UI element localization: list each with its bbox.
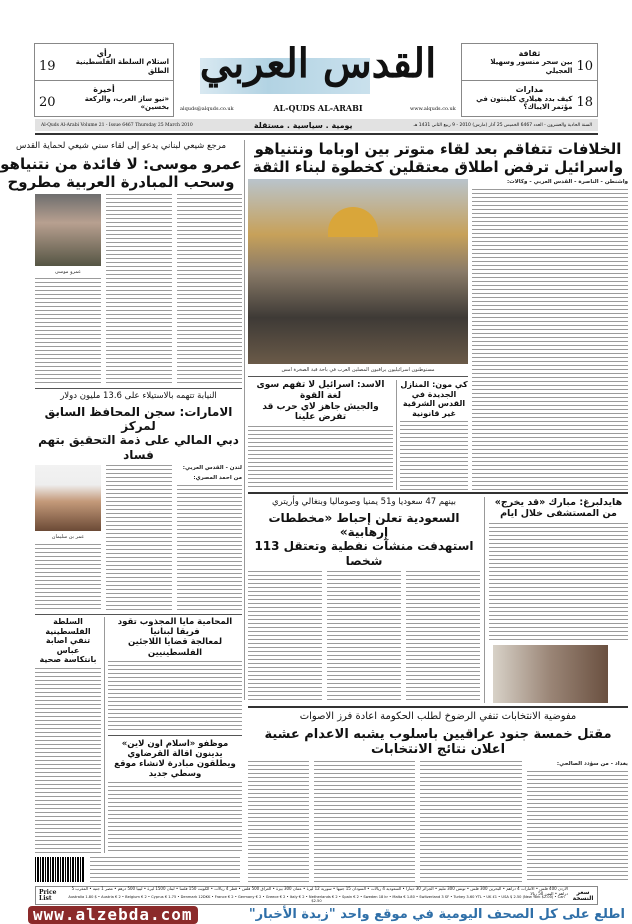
- kimoon-story[interactable]: [400, 380, 468, 418]
- column-divider: [244, 140, 245, 700]
- divider: [35, 388, 242, 389]
- abbas-headline-line1: السلطة الفلسطينية: [45, 617, 91, 636]
- assad-headline-line2: والجيش جاهز لاي حرب قد تفرض علينا: [262, 401, 379, 423]
- price-arab-countries: الاردن 400 فلس • الامارات 4 دراهم • البحرين 300 فلس • تونس 300 مليم • الجزائر 30 دينارا • السعودية 4 ريالات • السودان 15 جنيها • سورية 12 ليرة • عمان 300 بيزة • العراق 500 فلس • قطر 4 ريالات • الكويت 150 فلسا • لبنان 1500 ليرة • ليبيا 500 درهم • مصر 1 جنيه • المغرب 5 دراهم • اليمن 50 ريالا: [71, 886, 568, 896]
- kimoon-headline-line2: القدس الشرقية غير قانونية: [402, 399, 466, 418]
- barcode: [35, 857, 85, 882]
- saudi-story[interactable]: [248, 511, 480, 569]
- uae-byline: لندن - القدس العربي:: [182, 465, 242, 472]
- dome-of-the-rock: [328, 207, 378, 237]
- abbas-body: [35, 668, 101, 853]
- iraq-area: [248, 711, 628, 883]
- price-label-english: Price List: [39, 888, 57, 902]
- moussa-headline-line2: وسحب المبادرة العربية مطروح: [7, 172, 235, 191]
- uae-byline-author: من احمد المصري:: [193, 475, 242, 482]
- lead-byline: واشنطن - الناصرة - القدس العربي - وكالات:: [506, 179, 628, 185]
- price-label-arabic: سعر النسخة: [572, 888, 594, 902]
- islamonline-body: [108, 782, 242, 853]
- lead-body-text: [472, 189, 628, 490]
- abbas-story[interactable]: [35, 617, 101, 665]
- section-label: رأي: [96, 48, 112, 58]
- iraq-body-col1: [527, 771, 628, 883]
- teaser-title: «نيو ساز العرب، والركعة بخسين»: [84, 94, 169, 112]
- uae-body-col2: [106, 465, 172, 612]
- moussa-photo: [35, 194, 101, 266]
- lead-story[interactable]: [248, 140, 628, 176]
- lower-left-area: [35, 617, 242, 853]
- moussa-story[interactable]: [0, 155, 242, 191]
- kimoon-headline-line1: كي مون: المنازل الجديدة في: [400, 380, 468, 399]
- divider: [35, 133, 598, 135]
- moussa-area: [0, 141, 242, 386]
- islamonline-headline-line1: موظفو «اسلام اون لاين» يدينون اقالة القرضاوي: [121, 738, 229, 759]
- divider: [248, 376, 468, 377]
- column-divider: [396, 380, 397, 490]
- page-number: 18: [576, 95, 593, 111]
- mubarak-photo: [493, 645, 608, 703]
- saudi-headline-line2: استهدفت منشآت نفطية وتعتقل 113 شخصا: [254, 539, 474, 568]
- misc-body: [90, 857, 240, 882]
- column-divider: [484, 497, 485, 703]
- iraq-body-col2: [420, 761, 521, 883]
- logo-english: AL-QUDS AL-ARABI: [273, 103, 363, 113]
- iraq-body-col4: [248, 761, 309, 883]
- islamonline-story[interactable]: [108, 739, 242, 780]
- uae-headline-line1: الامارات: سجن المحافظ السابق لمركز: [44, 404, 233, 434]
- moussa-body-col3: [35, 278, 101, 386]
- lawyer-headline-line1: المحامية مايا المجذوب تقود فريقا لبنانيا: [117, 617, 233, 638]
- lead-photo: [248, 179, 468, 364]
- website[interactable]: www.alquds.co.uk: [410, 106, 456, 112]
- uae-area: [35, 391, 242, 612]
- lead-headline-line1: الخلافات تتفاقم بعد لقاء متوتر بين اوباما ونتنياهو: [254, 140, 622, 158]
- mubarak-body: [489, 523, 628, 642]
- teaser-madarat[interactable]: [462, 81, 597, 117]
- saudi-kicker: بينهم 47 سعوديا و51 يمنيا وصوماليا وبنغالي وأريتري: [272, 497, 456, 507]
- moussa-kicker: مرجع شيعي لبناني يدعو إلى لقاء سني شيعي لحماية القدس: [15, 141, 226, 151]
- iraq-headline[interactable]: مقتل خمسة جنود عراقيين باسلوب يشبه الاعدام عشية اعلان نتائج الانتخابات: [264, 726, 612, 758]
- uae-body-col3: [35, 544, 101, 612]
- assad-story[interactable]: [248, 380, 393, 423]
- uae-kicker: النيابة تتهمه بالاستيلاء على 13.6 مليون دولار: [60, 391, 217, 401]
- moussa-headline-line1: عمرو موسى: لا فائدة من نتنياهو: [0, 154, 242, 173]
- section-label: ثقافة: [518, 48, 541, 58]
- teaser-opinion[interactable]: [35, 44, 173, 81]
- saudi-headline-line1: السعودية تعلن إحباط «مخططات إرهابية»: [268, 510, 460, 540]
- lawyer-story[interactable]: [108, 617, 242, 658]
- uae-headline-line2: دبي المالي على ذمة التحقيق بتهم فساد: [38, 433, 239, 462]
- lead-area: [248, 140, 628, 490]
- abbas-headline-line2: تنفي اصابة عباس: [45, 636, 91, 655]
- bin-sulayem-photo: [35, 465, 101, 531]
- left-teaser-box: [34, 43, 174, 117]
- lead-headline-line2: واسرائيل ترفض اطلاق معتقلين كخطوة لبناء الثقة: [252, 158, 624, 176]
- moussa-body-col1: [177, 194, 243, 386]
- divider: [108, 735, 242, 736]
- dateline-arabic: السنة الحادية والعشرون - العدد 6467 الخميس 25 آذار (مارس) 2010 - 9 ربيع الثاني 1431 هـ: [413, 122, 592, 128]
- price-international: Australia 1.80 $ • Austria € 2 • Belgium € 2 • Cyprus € 1.75 • Denmark 12DKK • France € 2 • Germany € 2 • Greece € 2 • Italy € 2 • Netherlands € 2 • Spain € 2 • Sweden 18 kr • Malta € 1.80 • Switzerland 3 SF • Turkey 3.60 YTL • UK £1 • USA $ 2.50 (New York $2.00) • Can $2.50: [68, 894, 565, 903]
- lead-photo-caption: مستوطنون اسرائيليون يراقبون المصلين العرب في باحة قبة الصخرة امس: [281, 366, 435, 373]
- uae-photo-caption: عمر بن سليمان: [51, 534, 85, 541]
- teaser-culture[interactable]: [462, 44, 597, 81]
- moussa-photo-caption: عمرو موسى: [54, 268, 82, 275]
- islamonline-headline-line2: ويطلقون مبادرة لانشاء موقع وسطي جديد: [114, 758, 236, 780]
- teaser-last-page[interactable]: [35, 81, 173, 117]
- abbas-headline-line3: بانتكاسة صحية: [39, 655, 97, 665]
- uae-body-col1: [177, 485, 243, 612]
- teaser-title: استلام السلطة الفلسطينية الطلق: [75, 58, 169, 75]
- dateline-strip: [35, 119, 598, 131]
- saudi-body-col3: [248, 571, 322, 703]
- dateline-english: Al-Quds Al-Arabi Volume 21 - Issue 6467 Thursday 25 March 2010: [41, 122, 193, 128]
- teaser-title: كيف بدد هيلاري كلينتون في مؤتمر الايباك؟: [476, 94, 573, 112]
- logo: القدس العربي: [199, 40, 437, 87]
- assad-body: [248, 426, 393, 490]
- divider: [248, 492, 628, 494]
- alzebda-url[interactable]: www.alzebda.com: [28, 906, 198, 924]
- section-label: أخيرة: [93, 85, 115, 95]
- page-number: 10: [576, 58, 593, 74]
- price-list: [35, 886, 598, 905]
- lawyer-headline-line2: لمعالجة قضايا اللاجئين الفلسطينيين: [127, 637, 223, 658]
- teaser-title: بين سحر منسور وسهيلا العجيلي: [490, 58, 573, 75]
- saudi-body-col2: [327, 571, 401, 703]
- saudi-body-col1: [406, 571, 480, 703]
- page-number: 20: [39, 95, 56, 111]
- kimoon-body: [400, 421, 468, 490]
- iraq-kicker: مفوضية الانتخابات تنفي الرضوخ لطلب الحكومة اعادة فرز الاصوات: [299, 711, 577, 722]
- mubarak-headline-line1: هايدلبرغ: مبارك «قد يخرج»: [494, 497, 623, 508]
- column-divider: [104, 617, 105, 853]
- right-teaser-box: [461, 43, 598, 117]
- uae-story[interactable]: [35, 405, 242, 463]
- mubarak-headline-line2: من المستشفى خلال ايام: [500, 508, 617, 520]
- alzebda-tagline: اطلع على كل الصحف اليومية في موقع واحد "زبدة الأخبار": [248, 907, 625, 922]
- mubarak-story[interactable]: [489, 497, 628, 520]
- page-number: 19: [39, 58, 56, 74]
- iraq-body-col3: [314, 761, 415, 883]
- divider: [248, 706, 628, 708]
- middle-area: [248, 497, 628, 703]
- divider: [35, 614, 242, 615]
- assad-headline-line1: الاسد: اسرائيل لا تفهم سوى لغة القوة: [256, 380, 385, 401]
- email[interactable]: alquds@alquds.co.uk: [180, 106, 234, 112]
- iraq-byline: بغداد - من سؤدد الصالحي:: [556, 760, 628, 767]
- section-label: مدارات: [515, 85, 544, 95]
- moussa-body-col2: [106, 194, 172, 386]
- lawyer-body: [108, 661, 242, 732]
- motto: يومية . سياسية . مستقلة: [253, 120, 353, 130]
